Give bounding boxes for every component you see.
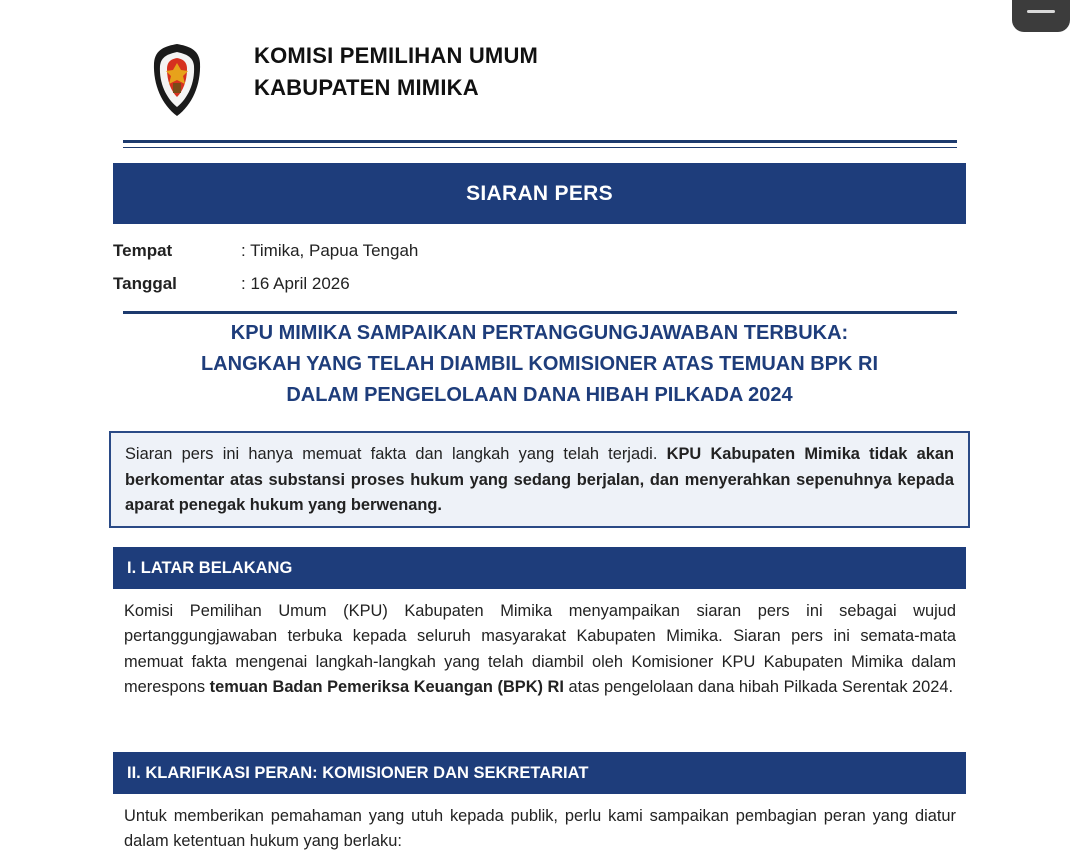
headline-line-1: KPU MIMIKA SAMPAIKAN PERTANGGUNGJAWABAN TERBUKA: (230, 322, 849, 344)
headline-line-3: DALAM PENGELOLAAN DANA HIBAH PILKADA 2024 (286, 384, 793, 406)
note-text: Siaran pers ini hanya memuat fakta dan langkah yang telah terjadi. (125, 445, 667, 463)
section-2-paragraph: Untuk memberikan pemahaman yang utuh kepada publik, perlu kami sampaikan pembagian peran yang diatur dalam ketentuan hukum yang berlaku: (124, 807, 956, 851)
menu-button[interactable] (1012, 0, 1070, 32)
headline-line-2: LANGKAH YANG TELAH DIAMBIL KOMISIONER ATAS TEMUAN BPK RI (200, 353, 879, 375)
section-2-heading: II. KLARIFIKASI PERAN: KOMISIONER DAN SEKRETARIAT (113, 752, 966, 794)
kpu-emblem-logo (152, 43, 202, 117)
note-bold-text: KPU Kabupaten Mimika tidak akan berkomentar atas substansi proses hukum yang sedang berjalan, dan menyerahkan sepenuhnya kepada aparat penegak hukum yang berwenang. (125, 445, 954, 514)
org-line-2: KABUPATEN MIMIKA (254, 75, 479, 100)
meta-divider (123, 311, 957, 314)
header-divider (123, 140, 957, 143)
date-value: : 16 April 2026 (241, 274, 350, 293)
section-1-heading: I. LATAR BELAKANG (113, 547, 966, 589)
disclaimer-note (109, 431, 970, 528)
section-1-paragraph (124, 599, 956, 700)
section-1-text-end: atas pengelolaan dana hibah Pilkada Serentak 2024. (563, 677, 954, 696)
place-value: : Timika, Papua Tengah (241, 241, 419, 260)
menu-icon (1027, 10, 1055, 13)
org-line-1: KOMISI PEMILIHAN UMUM (254, 43, 539, 68)
header-divider-thin (123, 147, 957, 148)
headline (113, 318, 966, 411)
place-label: Tempat (113, 241, 173, 260)
organization-name (254, 40, 538, 104)
section-1-bold-text: temuan Badan Pemeriksa Keuangan (BPK) RI (209, 677, 564, 696)
section-1-text: Komisi Pemilihan Umum (KPU) Kabupaten Mimika menyampaikan siaran pers ini sebagai wujud pertanggungjawaban terbuka kepada seluruh masyarakat Kabupaten Mimika. Siaran pers ini semata-mata memuat fakta mengenai langkah-langkah yang telah diambil oleh Komisioner KPU Kabupaten Mimika dalam merespons (124, 602, 956, 696)
date-label: Tanggal (113, 274, 177, 293)
press-release-banner: SIARAN PERS (113, 163, 966, 224)
